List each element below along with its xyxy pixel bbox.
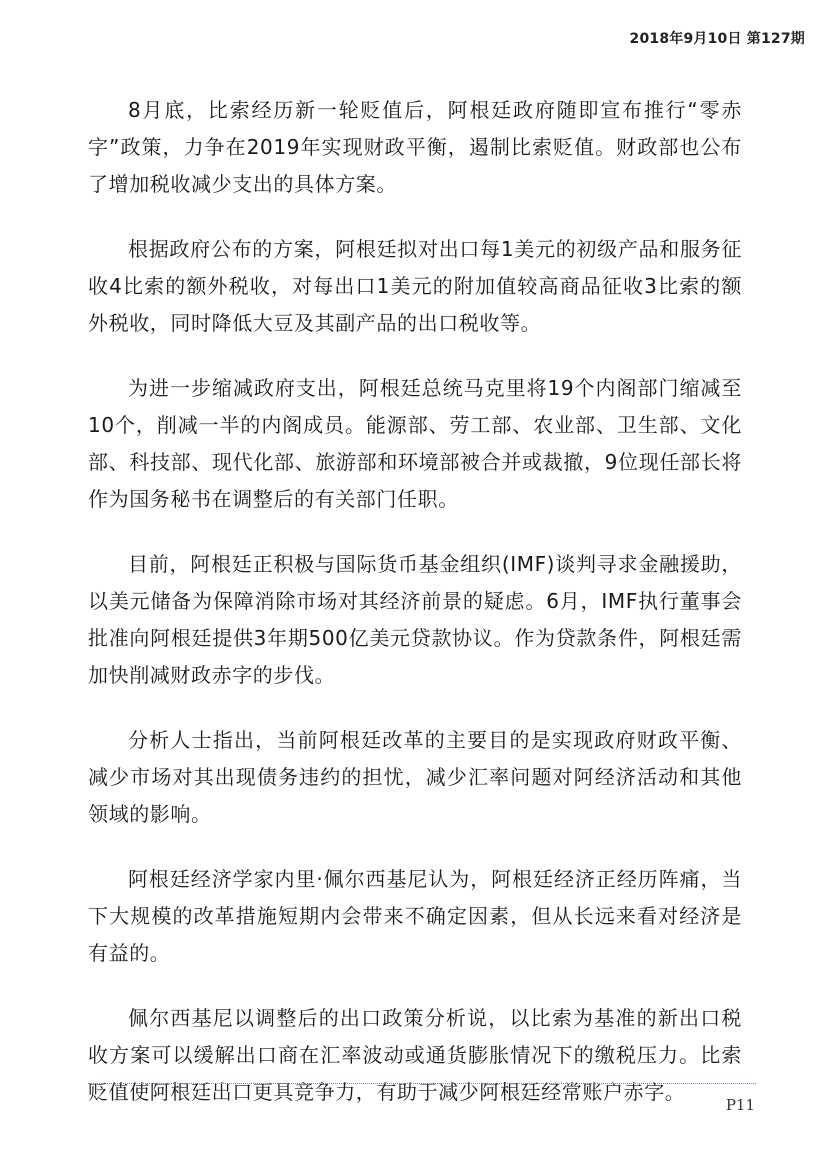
article-paragraph: 佩尔西基尼以调整后的出口政策分析说，以比索为基准的新出口税收方案可以缓解出口商在汇率波动或通货膨胀情况下的缴税压力。比索贬值使阿根廷出口更具竞争力，有助于减少阿根廷经常账户赤字。 (88, 1006, 742, 1104)
footer-divider (88, 1083, 756, 1084)
page-number: P11 (725, 1096, 755, 1114)
article-paragraph: 为进一步缩减政府支出，阿根廷总统马克里将19个内阁部门缩减至10个，削减一半的内阁成员。能源部、劳工部、农业部、卫生部、文化部、科技部、现代化部、旅游部和环境部被合并或裁撤，9位现任部长将作为国务秘书在调整后的有关部门任职。 (88, 376, 742, 511)
header-date-issue: 2018年9月10日 第127期 (629, 31, 805, 47)
article-paragraph: 阿根廷经济学家内里·佩尔西基尼认为，阿根廷经济正经历阵痛，当下大规模的改革措施短期内会带来不确定因素，但从长远来看对经济是有益的。 (88, 867, 742, 965)
article-paragraph: 分析人士指出，当前阿根廷改革的主要目的是实现政府财政平衡、减少市场对其出现债务违约的担忧，减少汇率问题对阿经济活动和其他领域的影响。 (88, 728, 742, 826)
article-paragraph: 8月底，比索经历新一轮贬值后，阿根廷政府随即宣布推行“零赤字”政策，力争在2019年实现财政平衡，遏制比索贬值。财政部也公布了增加税收减少支出的具体方案。 (88, 98, 742, 196)
article-paragraph: 目前，阿根廷正积极与国际货币基金组织(IMF)谈判寻求金融援助，以美元储备为保障消除市场对其经济前景的疑虑。6月，IMF执行董事会批准向阿根廷提供3年期500亿美元贷款协议。作为贷款条件，阿根廷需加快削减财政赤字的步伐。 (88, 552, 742, 687)
article-body (88, 92, 742, 1139)
article-paragraph: 根据政府公布的方案，阿根廷拟对出口每1美元的初级产品和服务征收4比索的额外税收，对每出口1美元的附加值较高商品征收3比索的额外税收，同时降低大豆及其副产品的出口税收等。 (88, 237, 742, 335)
